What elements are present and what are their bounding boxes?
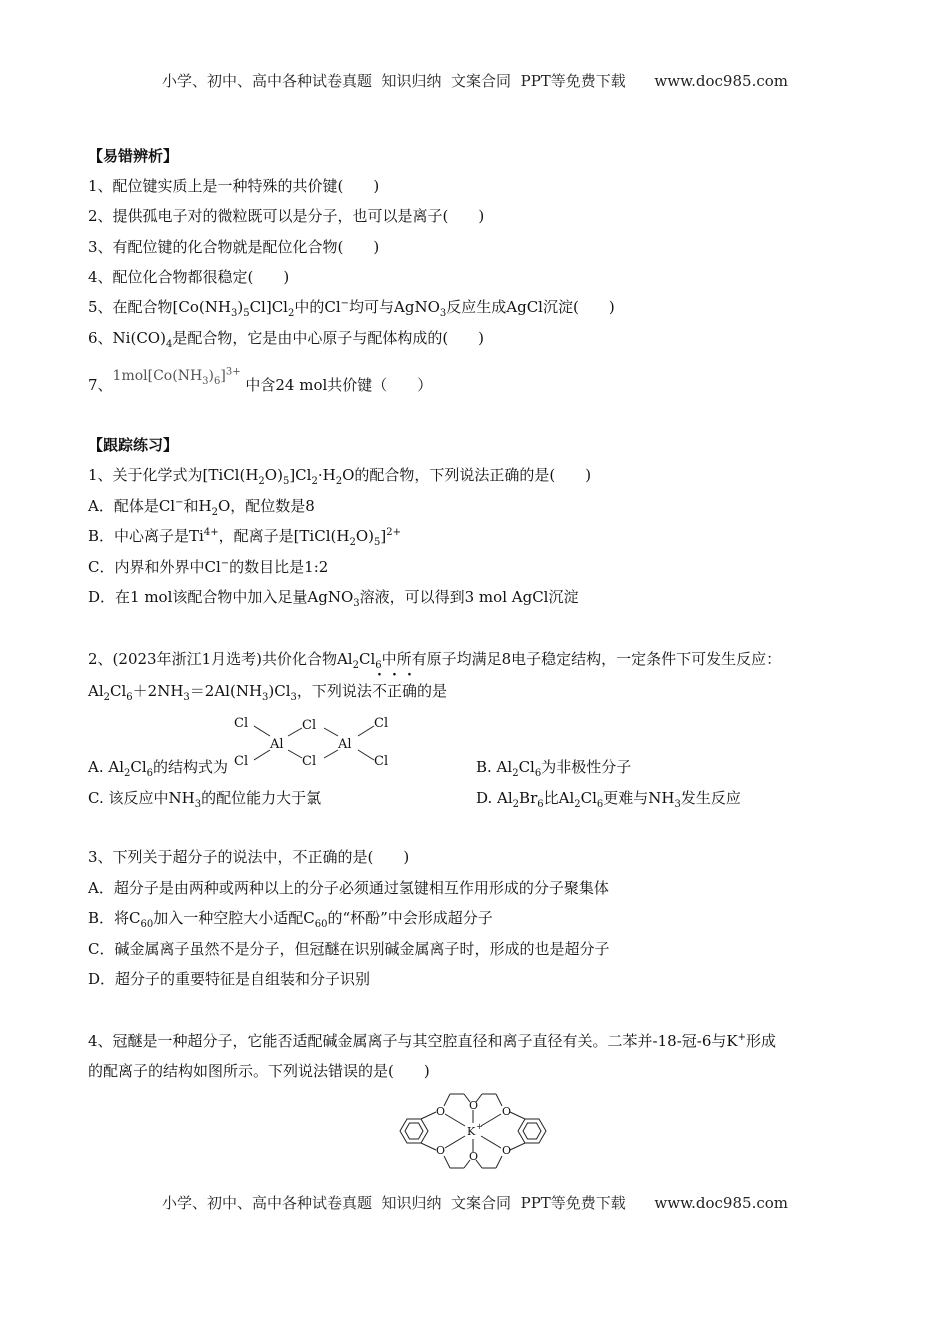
q1-option-d: D．在1 mol该配合物中加入足量AgNO$_3$溶液，可以得到3 mol AgCl沉淀 (88, 588, 579, 609)
page-footer: 小学、初中、高中各种试卷真题 知识归纳 文案合同 PPT等免费下载 www.doc985.com (161, 1194, 788, 1212)
q1-option-c: C．内界和外界中Cl−的数目比是1:2 (88, 558, 329, 576)
error-item-1: 1、配位键实质上是一种特殊的共价键( ) (88, 177, 380, 195)
q3-option-b: B．将$C_{60}$加入一种空腔大小适配$C_{60}$的“杯酚”中会形成超分子 (88, 909, 493, 930)
q2-option-d: D. $Al_2Br_6$比$Al_2Cl_6$更难与$NH_3$发生反应 (476, 789, 741, 810)
q4-stem-line1: 4、冠醚是一种超分子，它能否适配碱金属离子与其空腔直径和离子直径有关。二苯并-18-冠-6与K+形成 (88, 1032, 776, 1050)
oxygen-atom: O (502, 1105, 512, 1118)
error-item-6: 6、$Ni(CO)_4$是配合物，它是由中心原子与配体构成的( ) (88, 329, 485, 350)
q2-option-c: C. 该反应中$NH_3$的配位能力大于氯 (88, 789, 322, 810)
oxygen-atom: O (436, 1105, 446, 1118)
oxygen-atom: O (436, 1144, 446, 1157)
oxygen-atom: O (469, 1150, 479, 1163)
section-title-errors: 【易错辨析】 (88, 147, 179, 165)
q3-stem: 3、下列关于超分子的说法中，不正确的是( ) (88, 848, 410, 866)
q3-option-d: D．超分子的重要特征是自组装和分子识别 (88, 970, 371, 988)
section-title-practice: 【跟踪练习】 (88, 436, 179, 454)
oxygen-atom: O (502, 1144, 512, 1157)
q1-option-a: A．配体是Cl−和$H_2O$，配位数是8 (88, 497, 315, 518)
cl-atom: Cl (302, 718, 317, 733)
cl-atom: Cl (234, 754, 249, 769)
page-header: 小学、初中、高中各种试卷真题 知识归纳 文案合同 PPT等免费下载 www.doc985.com (161, 72, 788, 90)
error-item-7: 7、$1mol[Co(NH_3)_6]^{3+}$ 中含24 mol共价键（ ） (88, 366, 433, 394)
cl-atom: Cl (374, 716, 389, 731)
q1-option-b: B．中心离子是$Ti^{4+}$，配离子是$[TiCl(H_2O)_5]^{2+}$ (88, 527, 401, 548)
q3-option-a: A．超分子是由两种或两种以上的分子必须通过氢键相互作用形成的分子聚集体 (88, 879, 609, 897)
q2-option-a: A. $Al_2Cl_6$的结构式为 (88, 758, 229, 779)
q3-option-c: C．碱金属离子虽然不是分子，但冠醚在识别碱金属离子时，形成的也是超分子 (88, 940, 610, 958)
q2-stem-line2: $Al_2Cl_6+2NH_3=2Al(NH_3)Cl_3$，下列说法不正确的是 (88, 682, 447, 703)
error-item-2: 2、提供孤电子对的微粒既可以是分子，也可以是离子( ) (88, 207, 485, 225)
cl-atom: Cl (302, 754, 317, 769)
formula-image: $1mol[Co(NH_3)_6]^{3+}$ (112, 366, 241, 387)
crown-ether-k-diagram (392, 1088, 554, 1174)
oxygen-atom: O (469, 1099, 479, 1112)
q4-stem-line2: 的配离子的结构如图所示。下列说法错误的是( ) (88, 1062, 430, 1080)
potassium-charge: + (476, 1122, 483, 1131)
error-item-4: 4、配位化合物都很稳定( ) (88, 268, 290, 286)
cl-atom: Cl (374, 754, 389, 769)
q2-stem-line1: 2、(2023年浙江1月选考)共价化合物$Al_2Cl_6$中所有原子均满足8电子稳定结构，一定条件下可发生反应： (88, 650, 782, 671)
cl-atom: Cl (234, 716, 249, 731)
al2cl6-structure-diagram (228, 712, 398, 774)
potassium-ion: K (467, 1125, 476, 1138)
al-atom: Al (338, 737, 352, 752)
error-item-3: 3、有配位键的化合物就是配位化合物( ) (88, 238, 380, 256)
al-atom: Al (270, 737, 284, 752)
error-item-5: 5、在配合物$[Co(NH_3)_5Cl]Cl_2$中的Cl−均可与AgNO$_3$反应生成AgCl沉淀( ) (88, 298, 615, 319)
q2-option-b: B. $Al_2Cl_6$为非极性分子 (476, 758, 632, 779)
q1-stem: 1、关于化学式为$[TiCl(H_2O)_5]Cl_2\cdot H_2O$的配合物，下列说法正确的是( ) (88, 466, 592, 487)
